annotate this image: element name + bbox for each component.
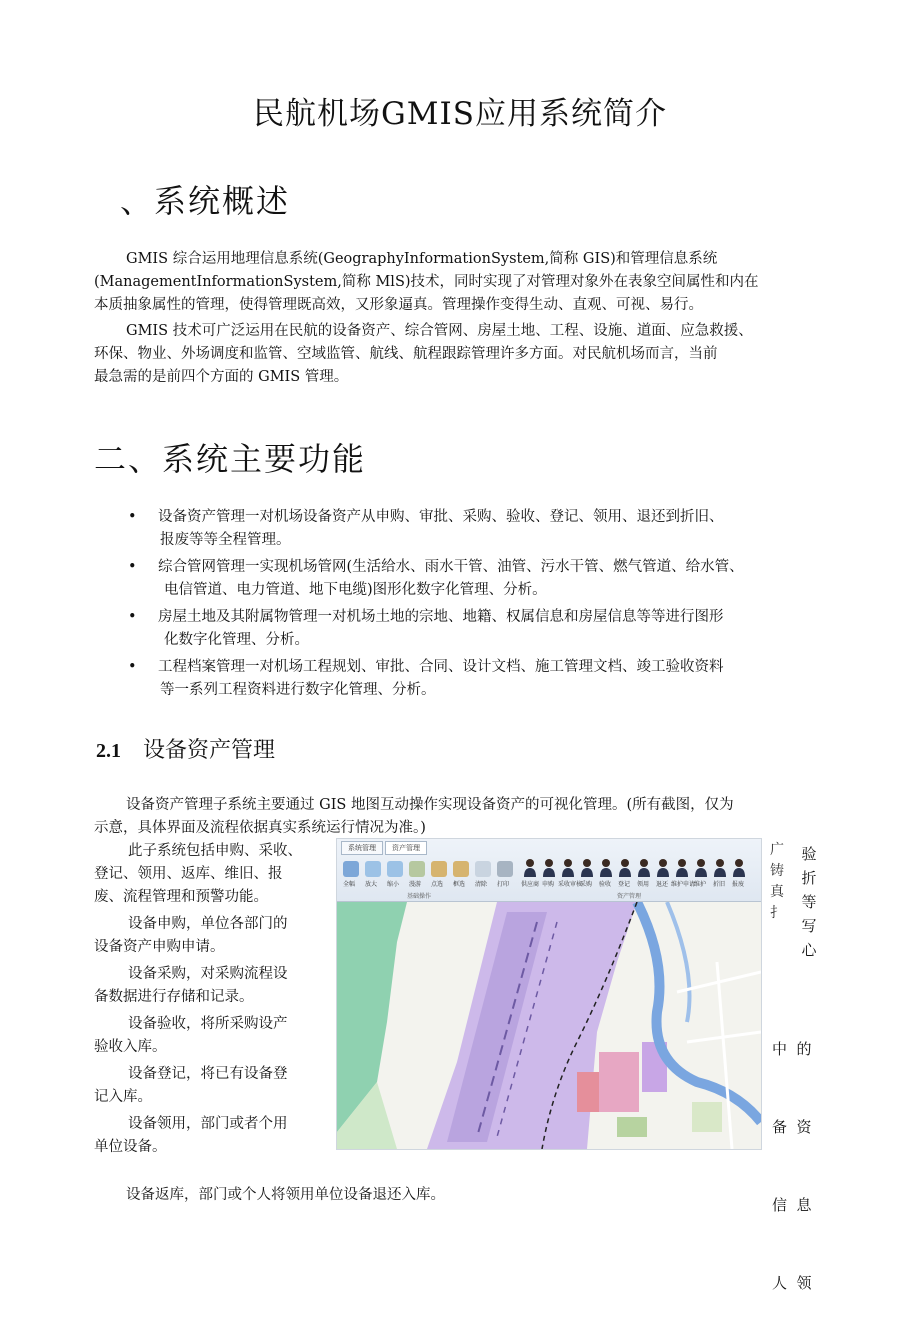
box-select-icon[interactable] bbox=[453, 861, 469, 877]
tool-label: 全幅 bbox=[343, 881, 356, 888]
list-item-line: 综合管网管理一实现机场管网(生活给水、雨水干管、油管、污水干管、燃气管道、给水管、 bbox=[158, 559, 744, 575]
text-line: 设备验收，将所采购设产 bbox=[128, 1016, 288, 1032]
text-line: 人 领 bbox=[772, 1274, 812, 1292]
text-char: 等 bbox=[801, 893, 817, 911]
text-line: 信 息 bbox=[772, 1196, 812, 1214]
overview-paragraph-1 bbox=[94, 248, 828, 317]
text-line: 设备领用，部门或者个用 bbox=[128, 1116, 288, 1132]
page-title: 民航机场GMIS应用系统简介 bbox=[253, 96, 667, 132]
person-label: 维护申请 bbox=[671, 881, 696, 888]
zoom-in-icon[interactable] bbox=[365, 861, 381, 877]
wrapped-text-column-lower bbox=[772, 984, 824, 1322]
text-line: 设备采购，对采购流程设 bbox=[128, 966, 288, 982]
building-block bbox=[599, 1052, 639, 1112]
text-line: GMIS 技术可广泛运用在民航的设备资产、综合管网、房屋土地、工程、设施、道面、应急救援、 bbox=[126, 323, 753, 339]
subsection-number: 2.1 bbox=[96, 740, 121, 762]
list-item-line: 设备资产管理一对机场设备资产从申购、审批、采购、验收、登记、领用、退还到折旧、 bbox=[158, 509, 724, 525]
group-label: 资产管理 bbox=[617, 893, 642, 900]
function-list bbox=[128, 506, 828, 706]
list-item-line: 电信管道、电力管道、地下电缆)图形化数字化管理、分析。 bbox=[164, 582, 547, 598]
person-label: 采收审核 bbox=[558, 881, 583, 888]
text-line: (ManagementInformationSystem,简称 MlS)技术，同时实现了对管理对象外在表象空间属性和内在 bbox=[94, 274, 759, 290]
text-line: 设备资产管理子系统主要通过 GIS 地图互动操作实现设备资产的可视化管理。(所有截图，仅为 bbox=[126, 797, 734, 813]
tool-label: 放大 bbox=[365, 881, 378, 888]
person-label: 供应商 bbox=[521, 881, 540, 888]
text-line: 备 资 bbox=[772, 1118, 812, 1136]
list-item-line: 报废等等全程管理。 bbox=[160, 532, 291, 548]
text-line: 废、流程管理和预警功能。 bbox=[94, 889, 268, 905]
tool-label: 清除 bbox=[475, 881, 488, 888]
person-icon[interactable] bbox=[694, 857, 708, 877]
text-line: 记入库。 bbox=[94, 1089, 152, 1105]
full-extent-icon[interactable] bbox=[343, 861, 359, 877]
text-line: GMIS 综合运用地理信息系统(GeographyInformationSystem,简称 GIS)和管理信息系统 bbox=[126, 251, 718, 267]
function-description-column bbox=[94, 840, 332, 1163]
text-line: 设备资产申购申请。 bbox=[94, 939, 225, 955]
text-line: 此子系统包括申购、采收、 bbox=[128, 843, 302, 859]
bullet-icon: • bbox=[128, 509, 137, 525]
text-line: 设备登记，将已有设备登 bbox=[128, 1066, 288, 1082]
person-icon[interactable] bbox=[713, 857, 727, 877]
subsection-intro bbox=[94, 794, 828, 840]
tool-label: 框选 bbox=[453, 881, 466, 888]
text-fragment: 扌 bbox=[770, 905, 784, 921]
system-screenshot bbox=[336, 838, 762, 1150]
wrapped-text-column bbox=[794, 842, 824, 962]
clear-icon[interactable] bbox=[475, 861, 491, 877]
subsection-title: 设备资产管理 bbox=[143, 738, 276, 763]
text-line: 验收入库。 bbox=[94, 1039, 167, 1055]
pan-icon[interactable] bbox=[409, 861, 425, 877]
text-line: 中 的 bbox=[772, 1040, 812, 1058]
text-line: 登记、领用、返库、维旧、报 bbox=[94, 866, 283, 882]
person-label: 采购 bbox=[580, 881, 593, 888]
person-label: 报废 bbox=[732, 881, 745, 888]
person-icon[interactable] bbox=[542, 857, 556, 877]
person-icon[interactable] bbox=[580, 857, 594, 877]
person-icon[interactable] bbox=[637, 857, 651, 877]
list-item bbox=[128, 506, 828, 552]
bullet-icon: • bbox=[128, 609, 137, 625]
text-line: 单位设备。 bbox=[94, 1139, 167, 1155]
section-heading-overview: 、系统概述 bbox=[120, 182, 291, 220]
description-paragraph bbox=[94, 913, 332, 959]
person-icon[interactable] bbox=[656, 857, 670, 877]
description-paragraph bbox=[94, 840, 332, 909]
person-label: 验收 bbox=[599, 881, 612, 888]
tool-label: 打印 bbox=[497, 881, 510, 888]
description-paragraph bbox=[94, 963, 332, 1009]
list-item-line: 化数字化管理、分析。 bbox=[164, 632, 309, 648]
text-line: 最急需的是前四个方面的 GMIS 管理。 bbox=[94, 369, 349, 385]
text-line: 示意，具体界面及流程依据真实系统运行情况为准。) bbox=[94, 820, 426, 836]
text-char: 写 bbox=[801, 917, 817, 935]
gis-map[interactable] bbox=[337, 902, 761, 1149]
list-item bbox=[128, 606, 828, 652]
person-label: 登记 bbox=[618, 881, 631, 888]
text-fragment: 真 bbox=[770, 884, 784, 900]
person-label: 申购 bbox=[542, 881, 555, 888]
person-label: 维护 bbox=[694, 881, 707, 888]
text-fragment: 广 bbox=[770, 842, 784, 858]
list-item bbox=[128, 556, 828, 602]
person-label: 退还 bbox=[656, 881, 669, 888]
person-icon[interactable] bbox=[599, 857, 613, 877]
person-icon[interactable] bbox=[675, 857, 689, 877]
zoom-out-icon[interactable] bbox=[387, 861, 403, 877]
text-char: 心 bbox=[801, 941, 817, 959]
clipped-text-fragments bbox=[770, 840, 784, 924]
footer-paragraph: 设备返库，部门或个人将领用单位设备退还入库。 bbox=[126, 1187, 445, 1203]
bullet-icon: • bbox=[128, 559, 137, 575]
select-icon[interactable] bbox=[431, 861, 447, 877]
group-label: 基础操作 bbox=[407, 893, 432, 900]
tool-label: 点选 bbox=[431, 881, 444, 888]
map-land-area bbox=[692, 1102, 722, 1132]
text-fragment: 铸 bbox=[770, 863, 784, 879]
tab-system[interactable]: 系统管理 bbox=[341, 841, 383, 855]
overview-paragraph-2 bbox=[94, 320, 828, 389]
text-line: 设备申购，单位各部门的 bbox=[128, 916, 288, 932]
subsection-heading bbox=[96, 733, 275, 764]
text-char: 折 bbox=[801, 869, 817, 887]
description-paragraph bbox=[94, 1063, 332, 1109]
list-item-line: 等一系列工程资料进行数字化管理、分析。 bbox=[160, 682, 436, 698]
tab-asset[interactable]: 资产管理 bbox=[385, 841, 427, 855]
tool-label: 漫游 bbox=[409, 881, 422, 888]
tool-label: 缩小 bbox=[387, 881, 400, 888]
print-icon[interactable] bbox=[497, 861, 513, 877]
text-line: 环保、物业、外场调度和监管、空域监管、航线、航程跟踪管理许多方面。对民航机场而言，当前 bbox=[94, 346, 718, 362]
person-icon[interactable] bbox=[523, 857, 537, 877]
building-block bbox=[577, 1072, 599, 1112]
person-icon[interactable] bbox=[561, 857, 575, 877]
person-label: 领用 bbox=[637, 881, 650, 888]
bullet-icon: • bbox=[128, 659, 137, 675]
ribbon-tabs bbox=[341, 841, 429, 853]
text-line: 备数据进行存储和记录。 bbox=[94, 989, 254, 1005]
ribbon-toolbar bbox=[337, 839, 761, 902]
description-paragraph bbox=[94, 1013, 332, 1059]
text-char: 验 bbox=[801, 845, 817, 863]
list-item-line: 房屋土地及其附属物管理一对机场土地的宗地、地籍、权属信息和房屋信息等等进行图形 bbox=[158, 609, 724, 625]
section-heading-functions: 二、系统主要功能 bbox=[94, 440, 367, 478]
list-item-line: 工程档案管理一对机场工程规划、审批、合同、设计文档、施工管理文档、竣工验收资料 bbox=[158, 659, 724, 675]
person-icon[interactable] bbox=[618, 857, 632, 877]
person-label: 折旧 bbox=[713, 881, 726, 888]
text-line: 本质抽象属性的管理，使得管理既高效，又形象逼真。管理操作变得生动、直观、可视、易行。 bbox=[94, 297, 703, 313]
list-item bbox=[128, 656, 828, 702]
building-block bbox=[617, 1117, 647, 1137]
person-icon[interactable] bbox=[732, 857, 746, 877]
description-paragraph bbox=[94, 1113, 332, 1159]
